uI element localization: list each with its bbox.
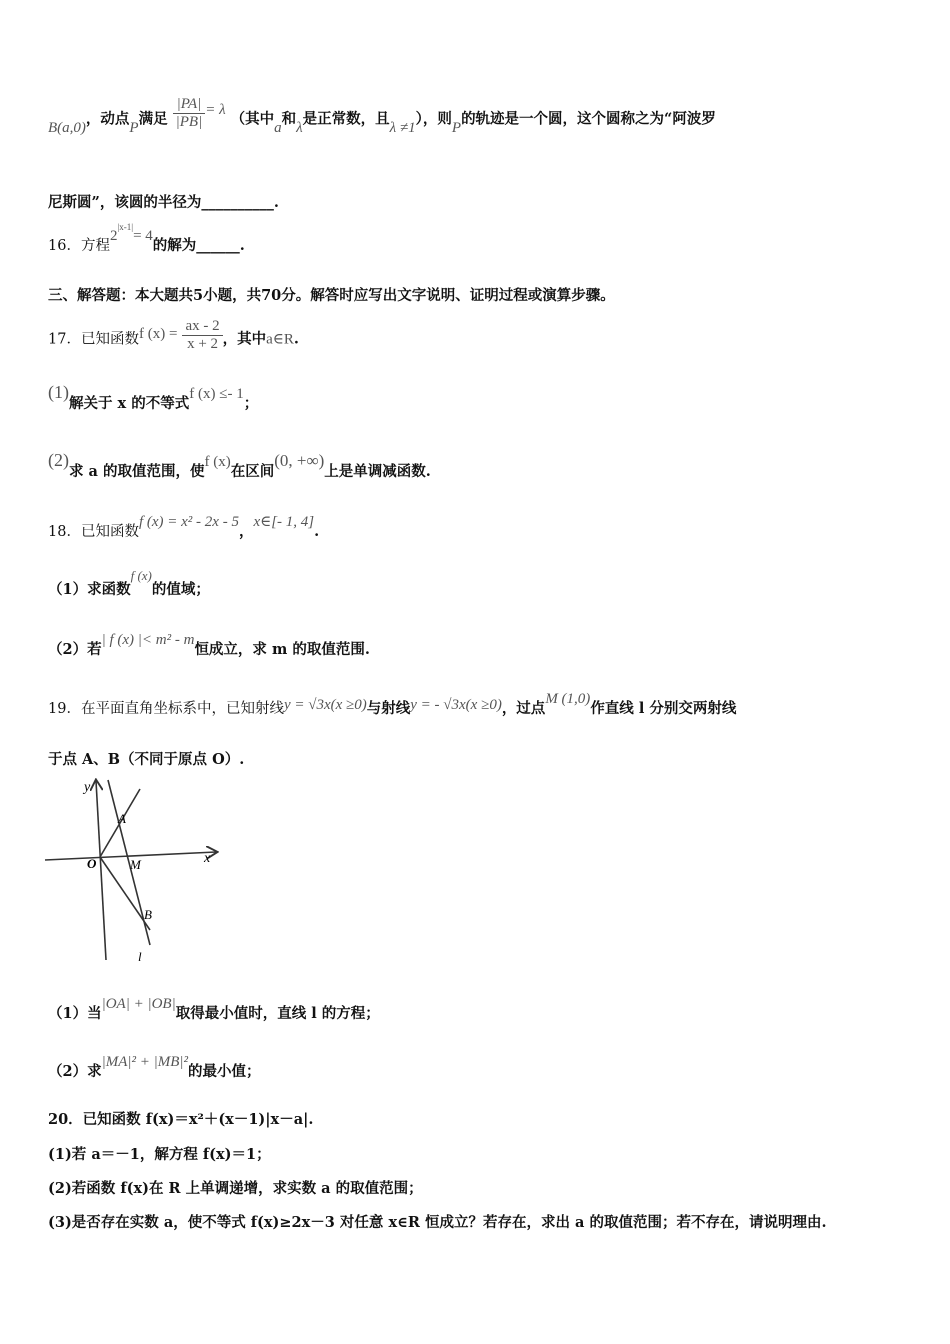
q17-numerator: ax - 2: [182, 318, 222, 336]
q20-head: 20．已知函数 f(x)＝x²＋(x－1)|x－a|.: [48, 1111, 314, 1128]
q17-fraction: [182, 318, 222, 353]
q17-p1-expr: f (x) ≤- 1: [189, 386, 244, 402]
q15-frac-num: |PA|: [173, 96, 206, 114]
q17-p2-expr: f (x): [204, 454, 231, 470]
q18: [48, 514, 320, 541]
q16-tail: 的解为______.: [152, 237, 245, 254]
q15-a: a: [274, 119, 282, 136]
q18-p2-end: 恒成立，求 m 的取值范围.: [194, 641, 370, 658]
q16-exp: |x-1|: [117, 222, 134, 233]
q17-p2-interval: (0, +∞): [274, 451, 325, 470]
fig-label-b: B: [144, 907, 152, 922]
q15-text: 满足: [138, 110, 168, 128]
q18-number: 18．已知函数: [48, 524, 139, 540]
fig-label-l: l: [138, 949, 142, 964]
q19-ray1: y = √3x(x ≥0): [283, 697, 367, 713]
q15-frac-den: |PB|: [175, 114, 203, 130]
q16-number: 16．方程: [48, 238, 110, 254]
q19-point: M (1,0): [545, 691, 591, 707]
q19-part1: [48, 996, 380, 1023]
q17: [48, 318, 299, 357]
y-axis: [96, 781, 106, 960]
q18-p2-expr: | f (x) |< m² - m: [101, 632, 195, 648]
q17-dot: .: [293, 330, 299, 348]
q17-part2: [48, 450, 431, 481]
q19-text: ，过点: [501, 700, 546, 717]
q15-b-point: B(a,0): [48, 119, 86, 136]
q19-p2-label: （2）求: [48, 1063, 102, 1080]
q15-p2: P: [451, 119, 462, 136]
q18-p1-label: （1）求函数: [48, 581, 131, 598]
q18-p1-expr: f (x): [130, 568, 152, 583]
q19-number: 19．在平面直角坐标系中，已知射线: [48, 701, 284, 717]
q18-part2: [48, 632, 370, 659]
q17-f-lhs: f (x) =: [138, 325, 178, 342]
q19-ray2: y = - √3x(x ≥0): [410, 697, 502, 713]
q20-part2: (2)若函数 f(x)在 R 上单调递增，求实数 a 的取值范围；: [48, 1180, 423, 1197]
q19-p1-label: （1）当: [48, 1005, 102, 1022]
q18-sep: ，: [238, 523, 254, 540]
q16: [48, 222, 245, 255]
fig-label-m: M: [130, 857, 141, 872]
q16-base: 2: [109, 228, 118, 244]
q17-part1: [48, 382, 259, 413]
ray-ob: [100, 857, 150, 930]
q19-text: 与射线: [366, 700, 411, 717]
q17-p1-label: (1): [48, 382, 69, 402]
fig-label-o: O: [87, 856, 97, 871]
q15-text: ，动点: [85, 110, 130, 128]
q15-lambda: λ: [296, 119, 303, 136]
q17-cond: a∈R: [266, 331, 294, 348]
q18-domain: x∈[- 1, 4]: [253, 514, 315, 530]
q17-text: ，其中: [222, 330, 267, 348]
q15-text: ），则: [415, 110, 452, 128]
q15-text: （其中: [230, 110, 275, 128]
fig-label-x: x: [204, 851, 211, 866]
q19-figure: [40, 775, 230, 965]
q17-p2-label: (2): [48, 450, 69, 470]
fig-label-a: A: [118, 811, 126, 826]
q17-p2-text: 求 a 的取值范围，使: [69, 463, 205, 480]
q15-line1: [48, 96, 716, 137]
q18-expr: f (x) = x² - 2x - 5: [138, 514, 239, 530]
q17-denominator: x + 2: [187, 336, 219, 352]
q18-p1-end: 的值域；: [151, 581, 210, 598]
q19-part2: [48, 1054, 261, 1081]
q18-part1: [48, 568, 210, 599]
q15-text: 是正常数，且: [302, 110, 390, 128]
section-heading: 三、解答题：本大题共5小题，共70分。解答时应写出文字说明、证明过程或演算步骤。: [48, 287, 615, 304]
q18-p2-label: （2）若: [48, 641, 102, 658]
q17-p1-end: ；: [243, 395, 259, 412]
q15-fraction: [173, 96, 206, 131]
q15-line2: 尼斯圆”，该圆的半径为__________.: [48, 194, 279, 211]
q15-eq: = λ: [205, 101, 226, 118]
q19-p1-expr: |OA| + |OB|: [101, 996, 176, 1012]
q17-p1-text: 解关于 x 的不等式: [69, 395, 190, 412]
q16-rhs: = 4: [133, 228, 153, 244]
q17-p2-text: 在区间: [230, 463, 275, 480]
q17-p2-text: 上是单调减函数.: [324, 463, 431, 480]
q19-p2-expr: |MA|² + |MB|²: [101, 1054, 189, 1070]
q19-line2: 于点 A、B（不同于原点 O）.: [48, 751, 245, 768]
q19-p1-end: 取得最小值时，直线 l 的方程；: [175, 1005, 380, 1022]
q19-text: 作直线 l 分别交两射线: [590, 700, 737, 717]
q18-end: .: [314, 523, 320, 540]
q19-p2-end: 的最小值；: [188, 1063, 261, 1080]
q20-part1: (1)若 a＝－1，解方程 f(x)＝1；: [48, 1146, 271, 1163]
q15-p: P: [129, 119, 139, 136]
q15-lambda-ne: λ ≠1: [389, 119, 416, 136]
q15-text: 的轨迹是一个圆，这个圆称之为“阿波罗: [461, 110, 716, 128]
q17-number: 17．已知函数: [48, 331, 139, 348]
q19: [48, 691, 737, 718]
q20-part3: (3)是否存在实数 a，使不等式 f(x)≥2x－3 对任意 x∈R 恒成立？若存在，求出 a 的取值范围；若不存在，请说明理由.: [48, 1214, 827, 1231]
fig-label-y: y: [84, 780, 91, 795]
q15-text: 和: [281, 110, 297, 128]
